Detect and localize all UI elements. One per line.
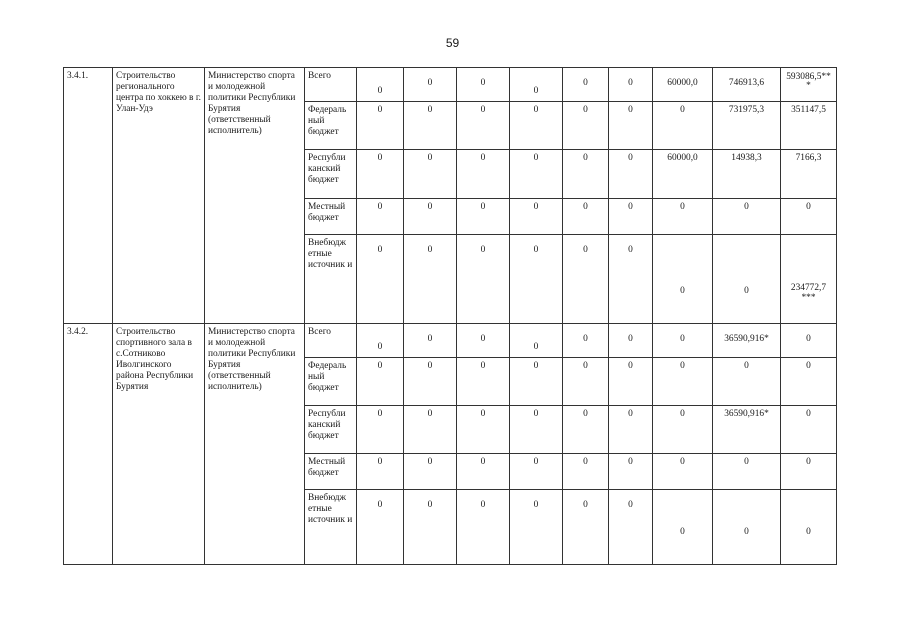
value-cell: 0 <box>653 102 713 150</box>
value-cell: 0 <box>653 405 713 453</box>
value-cell: 0 <box>357 68 404 102</box>
value-cell: 593086,5*** <box>781 68 837 102</box>
value-cell: 0 <box>457 68 510 102</box>
value-cell: 0 <box>653 198 713 234</box>
item-code: 3.4.2. <box>64 323 113 565</box>
value-cell: 0 <box>510 323 563 357</box>
value-cell: 0 <box>781 454 837 490</box>
value-cell: 0 <box>713 490 781 565</box>
value-cell: 0 <box>510 454 563 490</box>
source-label: Республи канский бюджет <box>305 150 357 198</box>
value-cell: 234772,7 *** <box>781 234 837 323</box>
value-cell: 0 <box>609 198 653 234</box>
source-label: Федераль ный бюджет <box>305 102 357 150</box>
value-cell: 0 <box>457 490 510 565</box>
value-cell: 0 <box>510 357 563 405</box>
value-cell: 0 <box>653 323 713 357</box>
table-row <box>64 323 837 357</box>
item-name: Строительство регионального центра по хоккею в г. Улан-Удэ <box>113 68 205 324</box>
value-cell: 0 <box>404 102 457 150</box>
value-cell: 0 <box>457 102 510 150</box>
value-cell: 0 <box>563 68 609 102</box>
value-cell: 0 <box>653 357 713 405</box>
value-cell: 0 <box>510 234 563 323</box>
source-label: Внебюдж етные источник и <box>305 490 357 565</box>
value-cell: 0 <box>653 234 713 323</box>
value-cell: 0 <box>357 198 404 234</box>
value-cell: 0 <box>563 405 609 453</box>
value-cell: 0 <box>457 454 510 490</box>
value-cell: 0 <box>609 68 653 102</box>
value-cell: 0 <box>713 454 781 490</box>
value-cell: 0 <box>457 234 510 323</box>
value-cell: 0 <box>609 323 653 357</box>
value-cell: 0 <box>653 490 713 565</box>
value-cell: 0 <box>563 234 609 323</box>
value-cell: 0 <box>563 198 609 234</box>
budget-table <box>63 67 837 565</box>
value-cell: 0 <box>510 490 563 565</box>
value-cell: 0 <box>404 357 457 405</box>
value-cell: 0 <box>609 405 653 453</box>
value-cell: 0 <box>357 102 404 150</box>
value-cell: 351147,5 <box>781 102 837 150</box>
value-cell: 0 <box>457 323 510 357</box>
value-cell: 0 <box>781 198 837 234</box>
item-executor: Министерство спорта и молодежной политики Республики Бурятия (ответственный исполнитель) <box>205 323 305 565</box>
value-cell: 0 <box>781 405 837 453</box>
value-cell: 7166,3 <box>781 150 837 198</box>
value-cell: 0 <box>609 102 653 150</box>
value-cell: 0 <box>781 357 837 405</box>
value-cell: 14938,3 <box>713 150 781 198</box>
item-name: Строительство спортивного зала в с.Сотниково Иволгинского района Республики Бурятия <box>113 323 205 565</box>
value-cell: 60000,0 <box>653 150 713 198</box>
value-cell: 0 <box>510 405 563 453</box>
source-label: Всего <box>305 68 357 102</box>
value-cell: 0 <box>457 405 510 453</box>
value-cell: 0 <box>404 323 457 357</box>
source-label: Всего <box>305 323 357 357</box>
source-label: Местный бюджет <box>305 454 357 490</box>
value-cell: 0 <box>563 454 609 490</box>
value-cell: 0 <box>510 198 563 234</box>
value-cell: 0 <box>357 454 404 490</box>
value-cell: 0 <box>781 323 837 357</box>
value-cell: 746913,6 <box>713 68 781 102</box>
value-cell: 36590,916* <box>713 405 781 453</box>
value-cell: 0 <box>713 234 781 323</box>
value-cell: 0 <box>404 405 457 453</box>
value-cell: 0 <box>357 490 404 565</box>
value-cell: 731975,3 <box>713 102 781 150</box>
value-cell: 0 <box>457 357 510 405</box>
source-label: Республи канский бюджет <box>305 405 357 453</box>
value-cell: 0 <box>609 357 653 405</box>
value-cell: 0 <box>357 323 404 357</box>
value-cell: 0 <box>563 323 609 357</box>
item-code: 3.4.1. <box>64 68 113 324</box>
value-cell: 0 <box>404 454 457 490</box>
value-cell: 0 <box>510 68 563 102</box>
value-cell: 0 <box>563 102 609 150</box>
value-cell: 0 <box>357 150 404 198</box>
value-cell: 0 <box>609 490 653 565</box>
value-cell: 0 <box>404 68 457 102</box>
value-cell: 0 <box>609 454 653 490</box>
value-cell: 36590,916* <box>713 323 781 357</box>
value-cell: 0 <box>457 150 510 198</box>
value-cell: 0 <box>781 490 837 565</box>
item-executor: Министерство спорта и молодежной политики Республики Бурятия (ответственный исполнитель) <box>205 68 305 324</box>
value-cell: 0 <box>457 198 510 234</box>
value-cell: 0 <box>510 102 563 150</box>
value-cell: 0 <box>357 405 404 453</box>
value-cell: 60000,0 <box>653 68 713 102</box>
value-cell: 0 <box>653 454 713 490</box>
source-label: Федераль ный бюджет <box>305 357 357 405</box>
value-cell: 0 <box>609 150 653 198</box>
value-cell: 0 <box>404 490 457 565</box>
value-cell: 0 <box>609 234 653 323</box>
value-cell: 0 <box>404 150 457 198</box>
page-number: 59 <box>445 36 460 50</box>
value-cell: 0 <box>713 198 781 234</box>
value-cell: 0 <box>713 357 781 405</box>
value-cell: 0 <box>404 234 457 323</box>
value-cell: 0 <box>563 490 609 565</box>
value-cell: 0 <box>404 198 457 234</box>
value-cell: 0 <box>357 357 404 405</box>
source-label: Местный бюджет <box>305 198 357 234</box>
value-cell: 0 <box>357 234 404 323</box>
value-cell: 0 <box>563 150 609 198</box>
table-row <box>64 68 837 102</box>
value-cell: 0 <box>510 150 563 198</box>
source-label: Внебюдж етные источник и <box>305 234 357 323</box>
value-cell: 0 <box>563 357 609 405</box>
